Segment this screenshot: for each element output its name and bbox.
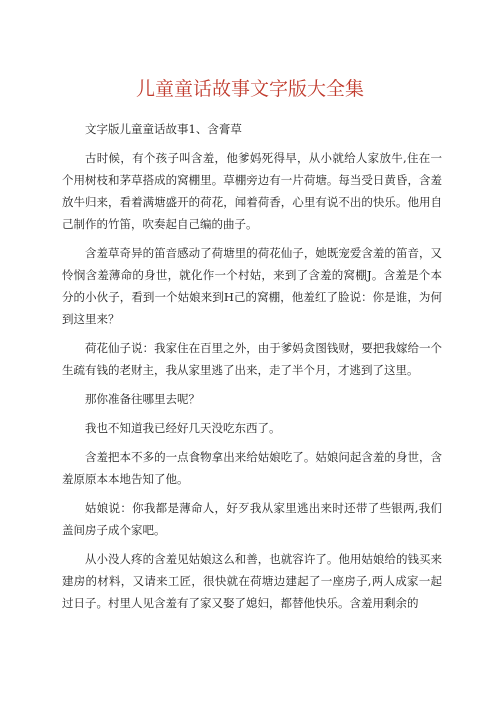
paragraph: 从小没人疼的含羞见姑娘这么和善，也就容许了。他用姑娘给的钱买来建房的材料，又请来工匠，很快就在荷塘边建起了一座房子,两人成家一起过日子。村里人见含羞有了家又娶了媳妇，都替他快乐。含羞用剩余的	[62, 552, 442, 610]
paragraph: 那你准备往哪里去呢？	[85, 392, 200, 406]
document-title: 儿童童话故事文字版大全集	[135, 78, 364, 100]
paragraph: 含羞把本不多的一点食物拿出来给姑娘吃了。姑娘问起含羞的身世，含羞原原本本地告知了他。	[62, 450, 442, 486]
paragraph: 古时候，有个孩子叫含羞，他爹妈死得早，从小就给人家放牛,住在一个用树枝和茅草搭成的窝棚里。草棚旁边有一片荷塘。每当受日黄昏，含羞放牛归来，看着满塘盛开的荷花，闻着荷香，心里有说不出的快乐。他用自己制作的竹笛，吹奏起自己编的曲子。	[62, 151, 442, 231]
paragraph: 我也不知道我已经好几天没吃东西了。	[85, 421, 281, 435]
document-body	[62, 118, 442, 621]
paragraph-subtitle: 文字版儿童童话故事1、含膏草	[85, 122, 242, 136]
paragraph: 姑娘说：你我都是薄命人，好歹我从家里逃出来时还带了些银两,我们盖间房子成个家吧。	[62, 501, 442, 537]
paragraph: 荷花仙子说：我家住在百里之外，由于爹妈贪图钱财，要把我嫁给一个生疏有钱的老财主，我从家里逃了出来，走了半个月，才逃到了这里。	[62, 341, 442, 377]
paragraph: 含羞草奇异的笛音感动了荷塘里的荷花仙子，她既宠爱含羞的笛音，又怜悯含羞薄命的身世，就化作一个村姑，来到了含羞的窝棚J。含羞是个本分的小伙子，看到一个姑娘来到H己的窝棚，他羞红了脸说：你是谁，为何到这里来？	[62, 246, 442, 326]
